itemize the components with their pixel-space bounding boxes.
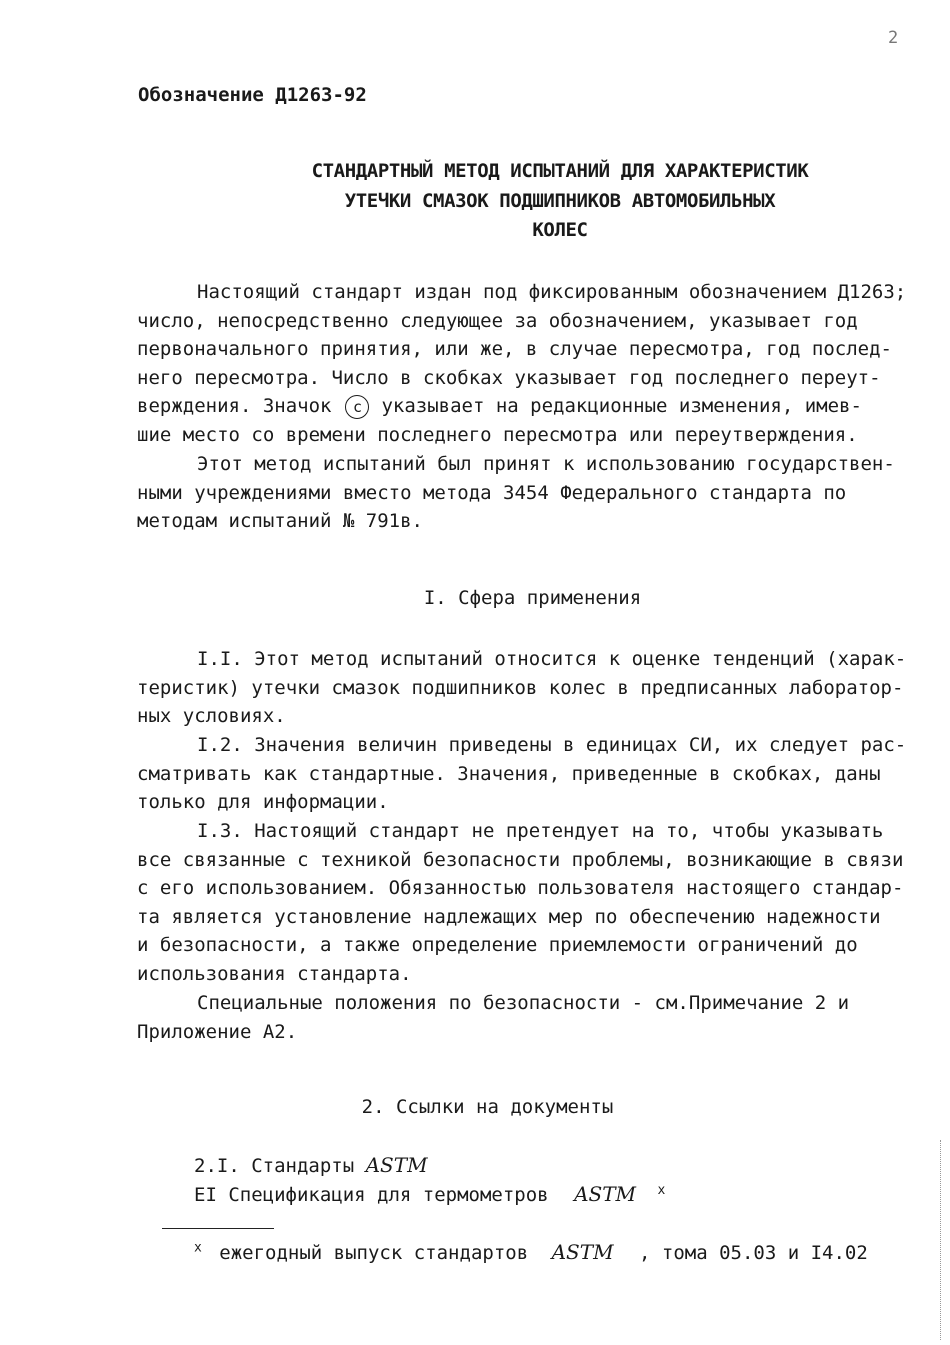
clause-1-2 <box>137 731 937 817</box>
clause-1-1 <box>137 645 937 731</box>
footnote-divider <box>162 1228 274 1229</box>
clause-line: та является установление надлежащих мер по обеспечению надежности <box>137 905 881 928</box>
footnote-mark: x <box>194 1240 202 1256</box>
clause-line: с его использованием. Обязанностью пользователя настоящего стандар- <box>137 877 904 900</box>
section-2-heading: 2. Ссылки на документы <box>361 1096 614 1118</box>
intro-line-with-symbol <box>137 392 937 421</box>
intro-line: Настоящий стандарт издан под фиксированным обозначением Д1263; <box>197 281 907 303</box>
footnote <box>194 1240 868 1264</box>
astm-mark: ASTM <box>574 1182 637 1206</box>
adoption-line: ными учреждениями вместо метода 3454 Федерального стандарта по <box>137 481 847 504</box>
page-number: 2 <box>888 28 899 48</box>
astm-mark: ASTM <box>365 1153 428 1177</box>
clause-1-3 <box>137 817 937 989</box>
intro-line: число, непосредственно следующее за обозначением, указывает год <box>137 309 858 332</box>
intro-line5-end: указывает на редакционные изменения, имев- <box>381 395 862 418</box>
clause-line: I.I. Этот метод испытаний относится к оценке тенденций (харак- <box>197 648 907 670</box>
intro-line5-start: верждения. Значок <box>137 395 332 418</box>
clause-line: теристик) утечки смазок подшипников колес в предписанных лаборатор- <box>137 676 904 699</box>
intro-line: первоначального принятия, или же, в случае пересмотра, год послед- <box>137 338 892 361</box>
intro-line: шие место со времени последнего пересмотра или переутверждения. <box>137 423 858 446</box>
footnote-marker: x <box>657 1182 666 1198</box>
clause-line: ных условиях. <box>137 705 286 728</box>
adoption-line: методам испытаний № 791в. <box>137 510 423 533</box>
document-designation: Обозначение Д1263-92 <box>138 84 367 106</box>
scan-edge-line <box>940 1140 941 1340</box>
clause-line: сматривать как стандартные. Значения, приведенные в скобках, даны <box>137 762 881 785</box>
title-line-2: УТЕЧКИ СМАЗОК ПОДШИПНИКОВ АВТОМОБИЛЬНЫХ <box>344 190 776 212</box>
intro-paragraph <box>137 278 937 450</box>
safety-line: Специальные положения по безопасности - см.Примечание 2 и <box>197 992 850 1014</box>
reference-item-e1 <box>194 1182 665 1206</box>
safety-note <box>137 989 937 1046</box>
adoption-line: Этот метод испытаний был принят к использованию государствен- <box>197 453 895 475</box>
footnote-text-start: ежегодный выпуск стандартов <box>219 1242 529 1264</box>
clause-line: и безопасности, а также определение приемлемости ограничений до <box>137 934 858 957</box>
clause-line: все связанные с техникой безопасности проблемы, возникающие в связи <box>137 848 904 871</box>
clause-line: I.2. Значения величин приведены в единицах СИ, их следует рас- <box>197 734 907 756</box>
adoption-paragraph <box>137 450 937 536</box>
intro-line: него пересмотра. Число в скобках указывает год последнего переут- <box>137 366 881 389</box>
clause-line: использования стандарта. <box>137 962 412 985</box>
title-line-3: КОЛЕС <box>532 219 588 241</box>
safety-line: Приложение А2. <box>137 1020 298 1043</box>
copyright-icon: c <box>345 395 369 419</box>
astm-mark: ASTM <box>551 1240 614 1264</box>
section-1-heading: I. Сфера применения <box>423 587 642 609</box>
footnote-text-end: , тома 05.03 и I4.02 <box>639 1242 868 1264</box>
reference-item-astm-standards <box>194 1153 428 1177</box>
title-line-1: СТАНДАРТНЫЙ МЕТОД ИСПЫТАНИЙ ДЛЯ ХАРАКТЕРИСТИК <box>311 160 809 182</box>
reference-label: EI Спецификация для термометров <box>194 1184 549 1206</box>
clause-line: I.3. Настоящий стандарт не претендует на то, чтобы указывать <box>197 820 884 842</box>
reference-label: 2.I. Стандарты <box>194 1155 355 1177</box>
clause-line: только для информации. <box>137 791 389 814</box>
